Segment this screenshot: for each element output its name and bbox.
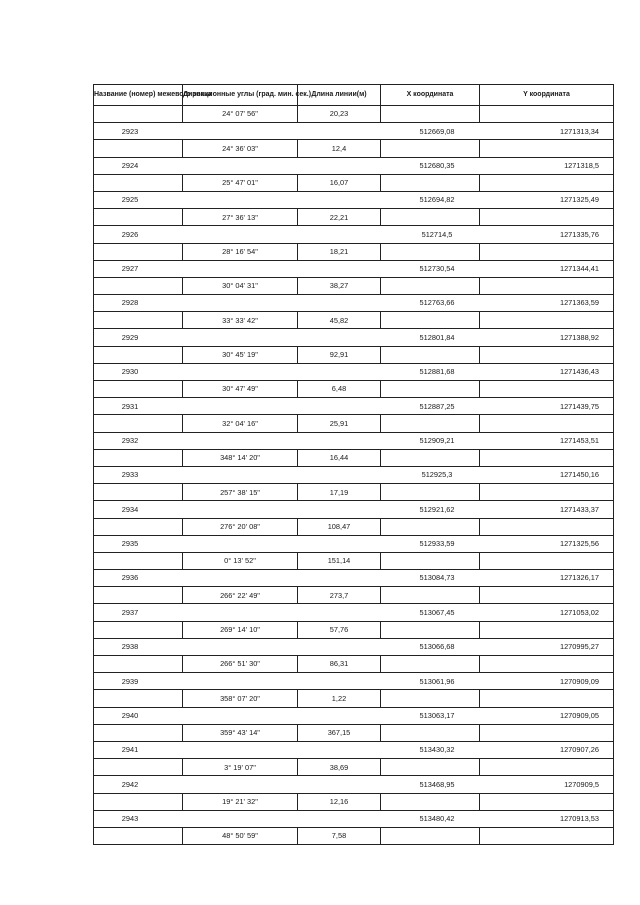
- point-angle-cell: [183, 260, 298, 277]
- segment-y-cell: [480, 793, 614, 810]
- segment-length: 17,19: [298, 484, 381, 501]
- header-name: Название (номер) межевого знака: [94, 85, 183, 106]
- point-length-cell: [298, 123, 381, 140]
- point-row: [94, 295, 614, 312]
- segment-angle: 257° 38' 15": [183, 484, 298, 501]
- segment-y-cell: [480, 312, 614, 329]
- segment-x-cell: [381, 140, 480, 157]
- point-x: 512714,5: [381, 226, 480, 243]
- segment-row: [94, 656, 614, 673]
- segment-row: [94, 827, 614, 844]
- segment-y-cell: [480, 484, 614, 501]
- segment-angle: 27° 36' 13": [183, 209, 298, 226]
- point-length-cell: [298, 329, 381, 346]
- point-name: 2933: [94, 466, 183, 483]
- segment-name-cell: [94, 277, 183, 294]
- point-row: [94, 329, 614, 346]
- point-y: 1271436,43: [480, 363, 614, 380]
- segment-x-cell: [381, 277, 480, 294]
- point-y: 1270909,05: [480, 707, 614, 724]
- header-y: Y координата: [480, 85, 614, 106]
- segment-x-cell: [381, 518, 480, 535]
- point-x: 512921,62: [381, 501, 480, 518]
- point-name: 2934: [94, 501, 183, 518]
- segment-name-cell: [94, 656, 183, 673]
- segment-length: 25,91: [298, 415, 381, 432]
- segment-row: [94, 724, 614, 741]
- segment-length: 6,48: [298, 381, 381, 398]
- segment-angle: 3° 19' 07": [183, 759, 298, 776]
- segment-name-cell: [94, 484, 183, 501]
- point-x: 512909,21: [381, 432, 480, 449]
- header-x: X координата: [381, 85, 480, 106]
- point-y: 1270909,09: [480, 673, 614, 690]
- point-angle-cell: [183, 295, 298, 312]
- segment-angle: 269° 14' 10": [183, 621, 298, 638]
- segment-x-cell: [381, 587, 480, 604]
- point-y: 1271344,41: [480, 260, 614, 277]
- point-row: [94, 398, 614, 415]
- segment-row: [94, 346, 614, 363]
- point-name: 2938: [94, 638, 183, 655]
- point-row: [94, 707, 614, 724]
- point-name: 2942: [94, 776, 183, 793]
- point-row: [94, 673, 614, 690]
- segment-length: 45,82: [298, 312, 381, 329]
- segment-y-cell: [480, 346, 614, 363]
- segment-y-cell: [480, 827, 614, 844]
- point-angle-cell: [183, 673, 298, 690]
- segment-x-cell: [381, 209, 480, 226]
- segment-row: [94, 690, 614, 707]
- segment-length: 86,31: [298, 656, 381, 673]
- point-angle-cell: [183, 707, 298, 724]
- point-row: [94, 535, 614, 552]
- segment-angle: 32° 04' 16": [183, 415, 298, 432]
- segment-row: [94, 793, 614, 810]
- segment-row: [94, 759, 614, 776]
- segment-angle: 33° 33' 42": [183, 312, 298, 329]
- point-angle-cell: [183, 535, 298, 552]
- point-y: 1271453,51: [480, 432, 614, 449]
- segment-y-cell: [480, 449, 614, 466]
- point-length-cell: [298, 191, 381, 208]
- segment-x-cell: [381, 484, 480, 501]
- segment-name-cell: [94, 621, 183, 638]
- segment-y-cell: [480, 415, 614, 432]
- segment-length: 20,23: [298, 106, 381, 123]
- point-row: [94, 432, 614, 449]
- segment-y-cell: [480, 518, 614, 535]
- point-y: 1271313,34: [480, 123, 614, 140]
- point-name: 2943: [94, 810, 183, 827]
- point-row: [94, 157, 614, 174]
- point-row: [94, 638, 614, 655]
- point-row: [94, 776, 614, 793]
- point-angle-cell: [183, 191, 298, 208]
- point-angle-cell: [183, 329, 298, 346]
- segment-y-cell: [480, 140, 614, 157]
- segment-x-cell: [381, 759, 480, 776]
- segment-row: [94, 449, 614, 466]
- segment-y-cell: [480, 621, 614, 638]
- segment-x-cell: [381, 174, 480, 191]
- segment-name-cell: [94, 449, 183, 466]
- segment-x-cell: [381, 827, 480, 844]
- segment-length: 273,7: [298, 587, 381, 604]
- segment-row: [94, 381, 614, 398]
- point-length-cell: [298, 604, 381, 621]
- segment-angle: 48° 50' 59": [183, 827, 298, 844]
- segment-length: 38,27: [298, 277, 381, 294]
- segment-row: [94, 312, 614, 329]
- segment-angle: 24° 36' 03": [183, 140, 298, 157]
- segment-name-cell: [94, 518, 183, 535]
- segment-length: 7,58: [298, 827, 381, 844]
- point-name: 2939: [94, 673, 183, 690]
- segment-row: [94, 209, 614, 226]
- segment-name-cell: [94, 312, 183, 329]
- segment-row: [94, 415, 614, 432]
- point-name: 2925: [94, 191, 183, 208]
- segment-row: [94, 277, 614, 294]
- point-angle-cell: [183, 363, 298, 380]
- point-length-cell: [298, 466, 381, 483]
- point-x: 512925,3: [381, 466, 480, 483]
- segment-angle: 0° 13' 52": [183, 552, 298, 569]
- point-length-cell: [298, 501, 381, 518]
- point-row: [94, 570, 614, 587]
- segment-length: 1,22: [298, 690, 381, 707]
- segment-name-cell: [94, 381, 183, 398]
- point-angle-cell: [183, 570, 298, 587]
- point-name: 2940: [94, 707, 183, 724]
- point-name: 2935: [94, 535, 183, 552]
- segment-y-cell: [480, 277, 614, 294]
- segment-y-cell: [480, 174, 614, 191]
- segment-angle: 266° 22' 49": [183, 587, 298, 604]
- point-y: 1270909,5: [480, 776, 614, 793]
- point-length-cell: [298, 260, 381, 277]
- point-y: 1270907,26: [480, 741, 614, 758]
- segment-name-cell: [94, 827, 183, 844]
- segment-angle: 30° 47' 49": [183, 381, 298, 398]
- point-y: 1271439,75: [480, 398, 614, 415]
- segment-length: 57,76: [298, 621, 381, 638]
- segment-name-cell: [94, 587, 183, 604]
- segment-row: [94, 106, 614, 123]
- boundary-coordinates-table: [93, 84, 614, 845]
- segment-name-cell: [94, 552, 183, 569]
- point-y: 1270995,27: [480, 638, 614, 655]
- point-x: 513480,42: [381, 810, 480, 827]
- point-row: [94, 363, 614, 380]
- point-x: 512763,66: [381, 295, 480, 312]
- point-name: 2931: [94, 398, 183, 415]
- point-x: 512730,54: [381, 260, 480, 277]
- point-x: 513430,32: [381, 741, 480, 758]
- segment-angle: 276° 20' 08": [183, 518, 298, 535]
- point-x: 513067,45: [381, 604, 480, 621]
- point-x: 512669,08: [381, 123, 480, 140]
- segment-length: 92,91: [298, 346, 381, 363]
- point-angle-cell: [183, 157, 298, 174]
- segment-row: [94, 174, 614, 191]
- segment-name-cell: [94, 724, 183, 741]
- point-angle-cell: [183, 432, 298, 449]
- point-length-cell: [298, 707, 381, 724]
- point-angle-cell: [183, 776, 298, 793]
- segment-row: [94, 552, 614, 569]
- segment-length: 108,47: [298, 518, 381, 535]
- point-x: 513063,17: [381, 707, 480, 724]
- point-angle-cell: [183, 638, 298, 655]
- point-y: 1271325,56: [480, 535, 614, 552]
- segment-x-cell: [381, 690, 480, 707]
- point-x: 513066,68: [381, 638, 480, 655]
- point-row: [94, 226, 614, 243]
- point-x: 513468,95: [381, 776, 480, 793]
- segment-x-cell: [381, 243, 480, 260]
- point-y: 1270913,53: [480, 810, 614, 827]
- segment-name-cell: [94, 140, 183, 157]
- point-length-cell: [298, 776, 381, 793]
- segment-angle: 348° 14' 20": [183, 449, 298, 466]
- segment-x-cell: [381, 793, 480, 810]
- point-y: 1271053,02: [480, 604, 614, 621]
- segment-length: 151,14: [298, 552, 381, 569]
- header-angle: Дирекционные углы (град. мин. сек.): [183, 85, 298, 106]
- segment-x-cell: [381, 346, 480, 363]
- segment-x-cell: [381, 724, 480, 741]
- point-angle-cell: [183, 501, 298, 518]
- point-name: 2930: [94, 363, 183, 380]
- point-length-cell: [298, 398, 381, 415]
- segment-x-cell: [381, 552, 480, 569]
- point-length-cell: [298, 535, 381, 552]
- segment-angle: 30° 45' 19": [183, 346, 298, 363]
- segment-length: 16,07: [298, 174, 381, 191]
- point-name: 2941: [94, 741, 183, 758]
- segment-row: [94, 518, 614, 535]
- table-body: [94, 106, 614, 845]
- point-row: [94, 466, 614, 483]
- segment-name-cell: [94, 209, 183, 226]
- point-length-cell: [298, 741, 381, 758]
- point-y: 1271433,37: [480, 501, 614, 518]
- segment-x-cell: [381, 106, 480, 123]
- point-x: 512887,25: [381, 398, 480, 415]
- point-x: 512694,82: [381, 191, 480, 208]
- point-name: 2928: [94, 295, 183, 312]
- segment-y-cell: [480, 724, 614, 741]
- segment-y-cell: [480, 552, 614, 569]
- point-x: 512680,35: [381, 157, 480, 174]
- segment-angle: 266° 51' 30": [183, 656, 298, 673]
- point-row: [94, 260, 614, 277]
- segment-angle: 30° 04' 31": [183, 277, 298, 294]
- point-angle-cell: [183, 810, 298, 827]
- segment-x-cell: [381, 415, 480, 432]
- segment-length: 16,44: [298, 449, 381, 466]
- segment-y-cell: [480, 587, 614, 604]
- point-row: [94, 191, 614, 208]
- point-y: 1271363,59: [480, 295, 614, 312]
- segment-y-cell: [480, 381, 614, 398]
- point-y: 1271450,16: [480, 466, 614, 483]
- segment-angle: 24° 07' 56": [183, 106, 298, 123]
- segment-row: [94, 140, 614, 157]
- segment-x-cell: [381, 312, 480, 329]
- point-name: 2936: [94, 570, 183, 587]
- point-length-cell: [298, 157, 381, 174]
- point-angle-cell: [183, 466, 298, 483]
- segment-name-cell: [94, 174, 183, 191]
- segment-row: [94, 587, 614, 604]
- segment-name-cell: [94, 415, 183, 432]
- segment-length: 12,4: [298, 140, 381, 157]
- point-length-cell: [298, 810, 381, 827]
- point-row: [94, 741, 614, 758]
- point-row: [94, 123, 614, 140]
- segment-y-cell: [480, 106, 614, 123]
- segment-name-cell: [94, 106, 183, 123]
- header-length: Длина линии(м): [298, 85, 381, 106]
- point-row: [94, 501, 614, 518]
- point-length-cell: [298, 432, 381, 449]
- point-name: 2929: [94, 329, 183, 346]
- segment-length: 18,21: [298, 243, 381, 260]
- segment-x-cell: [381, 621, 480, 638]
- segment-y-cell: [480, 759, 614, 776]
- point-x: 513061,96: [381, 673, 480, 690]
- segment-length: 22,21: [298, 209, 381, 226]
- segment-y-cell: [480, 209, 614, 226]
- segment-name-cell: [94, 243, 183, 260]
- segment-angle: 25° 47' 01": [183, 174, 298, 191]
- point-angle-cell: [183, 741, 298, 758]
- point-row: [94, 810, 614, 827]
- segment-x-cell: [381, 381, 480, 398]
- segment-length: 12,16: [298, 793, 381, 810]
- segment-row: [94, 621, 614, 638]
- point-name: 2937: [94, 604, 183, 621]
- point-length-cell: [298, 570, 381, 587]
- segment-name-cell: [94, 690, 183, 707]
- point-angle-cell: [183, 226, 298, 243]
- point-length-cell: [298, 295, 381, 312]
- segment-name-cell: [94, 346, 183, 363]
- table-header-row: [94, 85, 614, 106]
- coordinates-sheet: [93, 84, 613, 845]
- point-angle-cell: [183, 398, 298, 415]
- segment-angle: 28° 16' 54": [183, 243, 298, 260]
- point-x: 513084,73: [381, 570, 480, 587]
- point-name: 2926: [94, 226, 183, 243]
- point-name: 2932: [94, 432, 183, 449]
- segment-y-cell: [480, 656, 614, 673]
- point-row: [94, 604, 614, 621]
- point-x: 512933,59: [381, 535, 480, 552]
- segment-angle: 358° 07' 20": [183, 690, 298, 707]
- point-y: 1271388,92: [480, 329, 614, 346]
- segment-angle: 359° 43' 14": [183, 724, 298, 741]
- segment-x-cell: [381, 656, 480, 673]
- segment-name-cell: [94, 793, 183, 810]
- segment-x-cell: [381, 449, 480, 466]
- point-length-cell: [298, 363, 381, 380]
- point-y: 1271318,5: [480, 157, 614, 174]
- segment-row: [94, 243, 614, 260]
- segment-length: 38,69: [298, 759, 381, 776]
- point-name: 2923: [94, 123, 183, 140]
- point-length-cell: [298, 226, 381, 243]
- segment-name-cell: [94, 759, 183, 776]
- point-x: 512801,84: [381, 329, 480, 346]
- segment-y-cell: [480, 243, 614, 260]
- point-length-cell: [298, 638, 381, 655]
- point-angle-cell: [183, 604, 298, 621]
- point-angle-cell: [183, 123, 298, 140]
- segment-length: 367,15: [298, 724, 381, 741]
- point-y: 1271326,17: [480, 570, 614, 587]
- segment-y-cell: [480, 690, 614, 707]
- point-length-cell: [298, 673, 381, 690]
- segment-angle: 19° 21' 32": [183, 793, 298, 810]
- point-y: 1271325,49: [480, 191, 614, 208]
- point-name: 2927: [94, 260, 183, 277]
- point-y: 1271335,76: [480, 226, 614, 243]
- point-name: 2924: [94, 157, 183, 174]
- point-x: 512881,68: [381, 363, 480, 380]
- segment-row: [94, 484, 614, 501]
